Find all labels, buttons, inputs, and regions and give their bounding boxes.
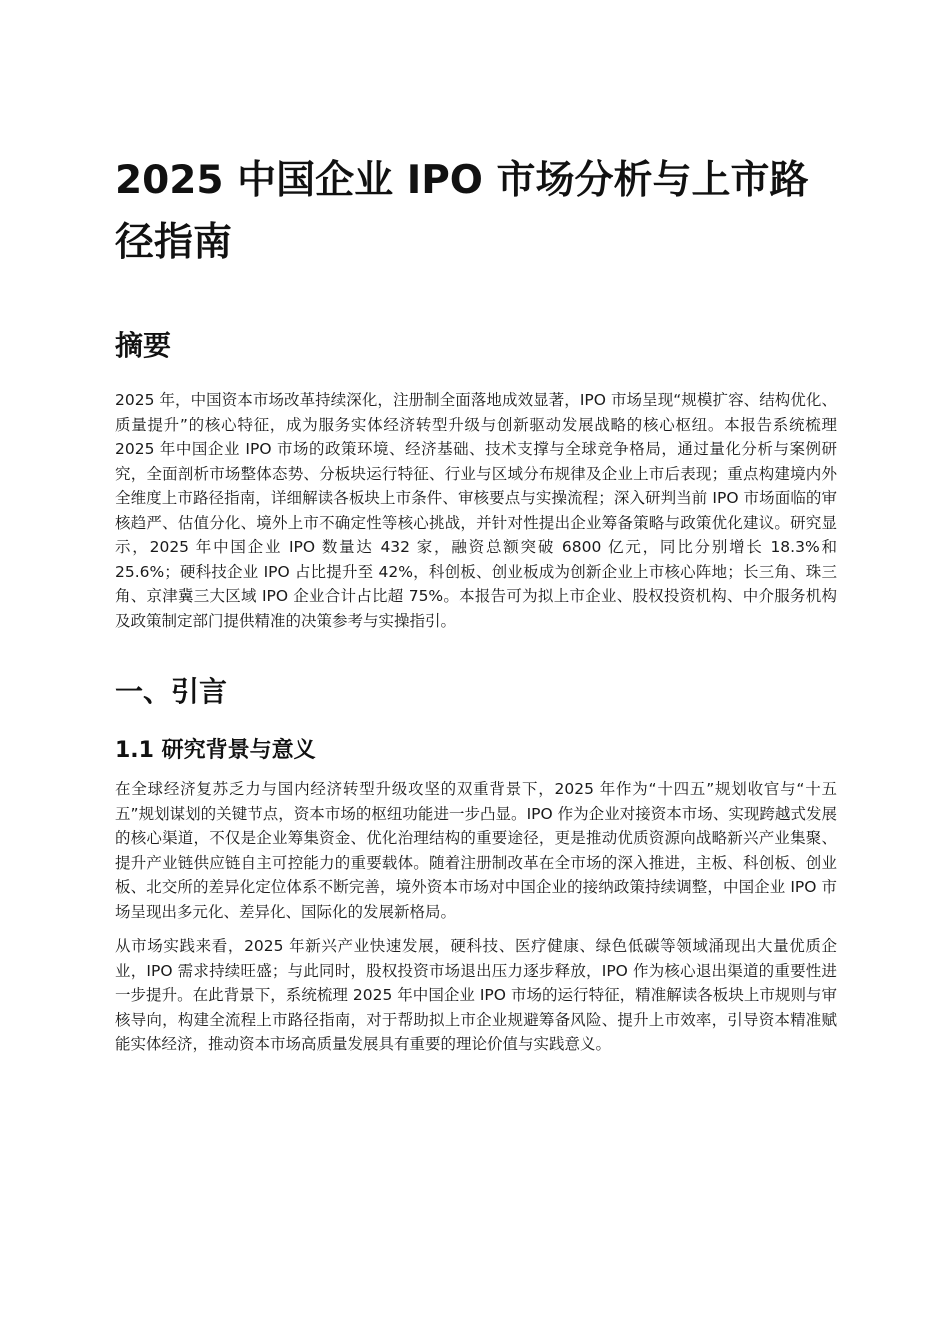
document-title: 2025 中国企业 IPO 市场分析与上市路径指南 xyxy=(115,158,809,265)
document-page xyxy=(115,150,837,1057)
abstract-paragraph: 2025 年，中国资本市场改革持续深化，注册制全面落地成效显著，IPO 市场呈现“规模扩容、结构优化、质量提升”的核心特征，成为服务实体经济转型升级与创新驱动发展战略的核心枢纽。本报告系统梳理 2025 年中国企业 IPO 市场的政策环境、经济基础、技术支撑与全球竞争格局，通过量化分析与案例研究，全面剖析市场整体态势、分板块运行特征、行业与区域分布规律及企业上市后表现；重点构建境内外全维度上市路径指南，详细解读各板块上市条件、审核要点与实操流程；深入研判当前 IPO 市场面临的审核趋严、估值分化、境外上市不确定性等核心挑战，并针对性提出企业筹备策略与政策优化建议。研究显示，2025 年中国企业 IPO 数量达 432 家，融资总额突破 6800 亿元，同比分别增长 18.3%和 25.6%；硬科技企业 IPO 占比提升至 42%，科创板、创业板成为创新企业上市核心阵地；长三角、珠三角、京津冀三大区域 IPO 企业合计占比超 75%。本报告可为拟上市企业、股权投资机构、中介服务机构及政策制定部门提供精准的决策参考与实操指引。 xyxy=(115,391,837,630)
body-paragraph: 在全球经济复苏乏力与国内经济转型升级攻坚的双重背景下，2025 年作为“十四五”规划收官与“十五五”规划谋划的关键节点，资本市场的枢纽功能进一步凸显。IPO 作为企业对接资本市场、实现跨越式发展的核心渠道，不仅是企业筹集资金、优化治理结构的重要途径，更是推动优质资源向战略新兴产业集聚、提升产业链供应链自主可控能力的重要载体。随着注册制改革在全市场的深入推进，主板、科创板、创业板、北交所的差异化定位体系不断完善，境外资本市场对中国企业的接纳政策持续调整，中国企业 IPO 市场呈现出多元化、差异化、国际化的发展新格局。 xyxy=(115,780,837,921)
body-paragraph: 从市场实践来看，2025 年新兴产业快速发展，硬科技、医疗健康、绿色低碳等领域涌现出大量优质企业，IPO 需求持续旺盛；与此同时，股权投资市场退出压力逐步释放，IPO 作为核心退出渠道的重要性进一步提升。在此背景下，系统梳理 2025 年中国企业 IPO 市场的运行特征，精准解读各板块上市规则与审核导向，构建全流程上市路径指南，对于帮助拟上市企业规避筹备风险、提升上市效率，引导资本精准赋能实体经济，推动资本市场高质量发展具有重要的理论价值与实践意义。 xyxy=(115,937,837,1053)
subsection-heading-background: 1.1 研究背景与意义 xyxy=(115,738,316,763)
section-heading-introduction: 一、引言 xyxy=(115,675,228,708)
abstract-heading: 摘要 xyxy=(115,329,172,362)
